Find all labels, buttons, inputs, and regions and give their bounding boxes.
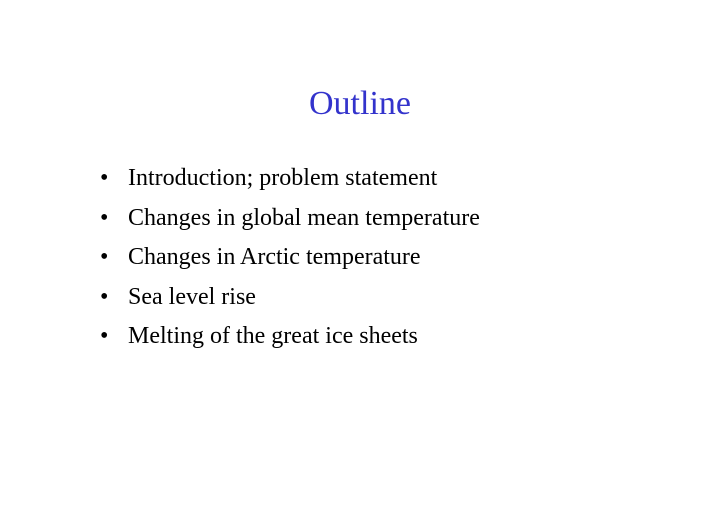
list-item — [100, 163, 480, 203]
bullet-icon: • — [100, 165, 109, 191]
list-item-text: Melting of the great ice sheets — [128, 323, 418, 349]
outline-list — [100, 163, 480, 361]
bullet-icon: • — [100, 244, 109, 270]
bullet-icon: • — [100, 283, 109, 310]
list-item — [100, 321, 480, 361]
bullet-icon: • — [100, 323, 109, 349]
list-item — [100, 203, 480, 243]
list-item-text: Changes in Arctic temperature — [128, 244, 421, 270]
list-item — [100, 282, 480, 322]
list-item-text: Changes in global mean temperature — [128, 204, 480, 231]
slide-title: Outline — [309, 85, 411, 122]
list-item-text: Introduction; problem statement — [128, 165, 438, 191]
bullet-icon: • — [100, 204, 109, 231]
list-item — [100, 242, 480, 282]
list-item-text: Sea level rise — [128, 283, 256, 310]
